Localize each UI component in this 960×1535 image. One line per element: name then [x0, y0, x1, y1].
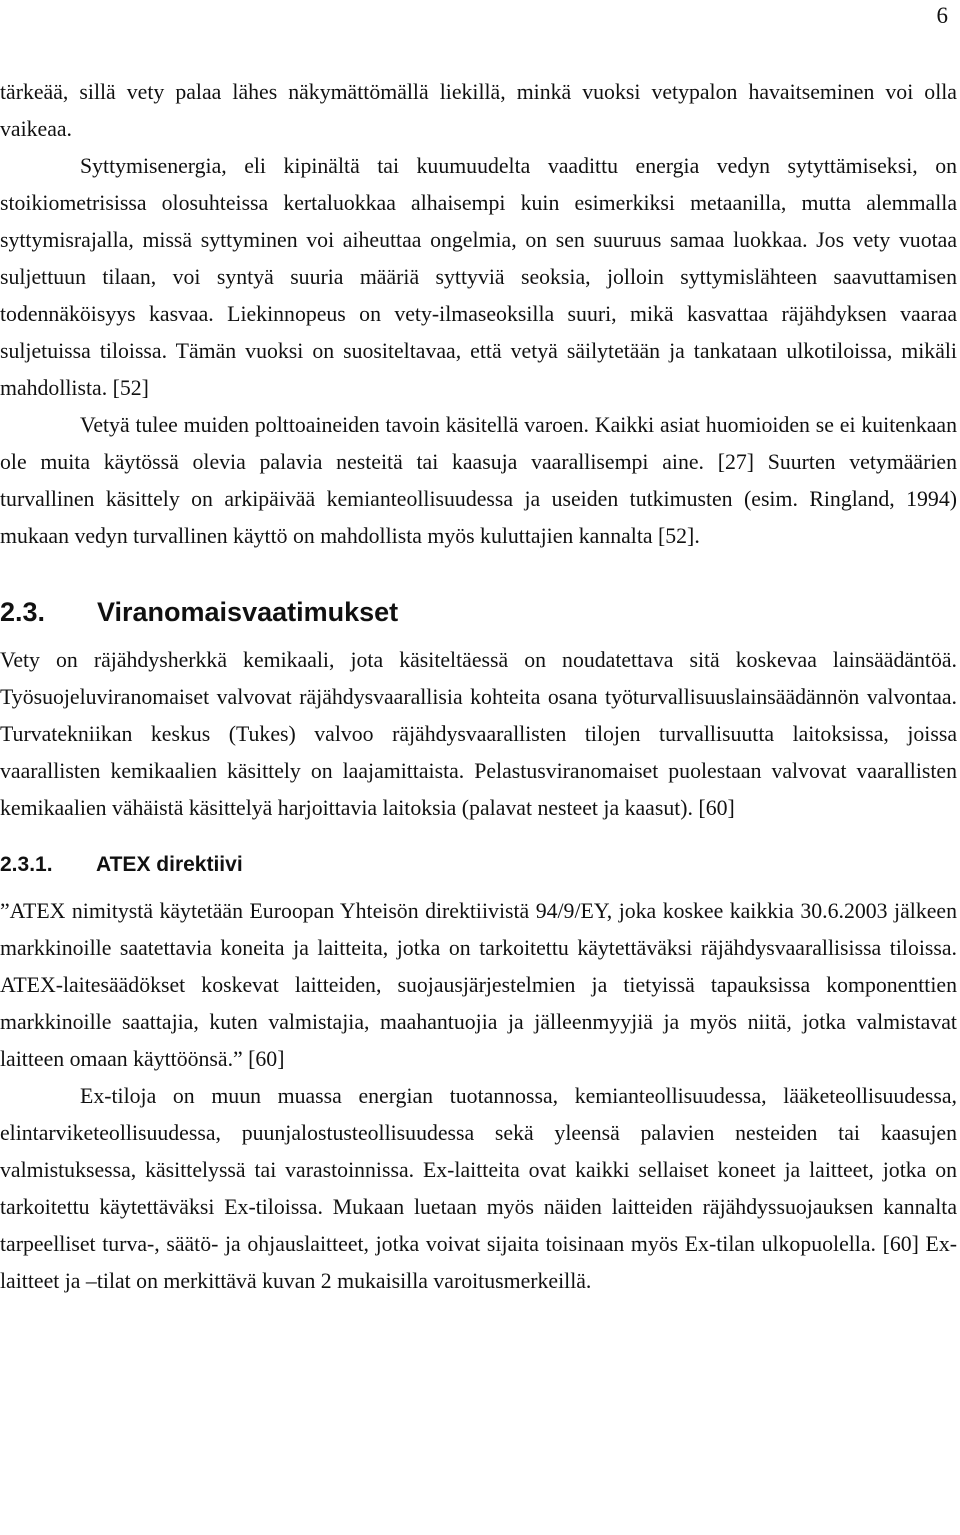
- subsection-number: 2.3.1.: [0, 853, 53, 876]
- paragraph-ignition-energy: Syttymisenergia, eli kipinältä tai kuumuudelta vaadittu energia vedyn sytyttämiseksi, on stoikiometrisissa olosuhteissa kertaluokkaa alhaisempi kuin esimerkiksi metaanilla, mutta alemmalla syttymisrajalla, missä syttyminen voi aiheuttaa ongelmia, on sen suuruus samaa luokkaa. Jos vety vuotaa suljettuun tilaan, voi syntyä suuria määriä syttyviä seoksia, jolloin syttymislähteen saavuttamisen todennäköisyys kasvaa. Liekinnopeus on vety-ilmaseoksilla suuri, mikä kasvattaa räjähdyksen vaaraa suljetuissa tiloissa. Tämän vuoksi on suositeltavaa, että vetyä säilytetään ja tankataan ulkotiloissa, mikäli mahdollista. [52]: [0, 154, 957, 400]
- document-body: [0, 74, 957, 1300]
- section-title: Viranomaisvaatimukset: [97, 597, 399, 627]
- paragraph-authorities: Vety on räjähdysherkkä kemikaali, jota käsiteltäessä on noudatettava sitä koskevaa lainsäädäntöä. Työsuojeluviranomaiset valvovat räjähdysvaarallisia kohteita osana työturvallisuuslainsäädännön valvontaa. Turvatekniikan keskus (Tukes) valvoo räjähdysvaarallisten tilojen turvallisuutta laitoksissa, joissa vaarallisten kemikaalien käsittely on laajamittaista. Pelastusviranomaiset puolestaan valvovat vaarallisten kemikaalien vähäistä käsittelyä harjoittavia laitoksia (palavat nesteet ja kaasut). [60]: [0, 648, 957, 820]
- section-number: 2.3.: [0, 597, 46, 627]
- paragraph-safe-handling: Vetyä tulee muiden polttoaineiden tavoin käsitellä varoen. Kaikki asiat huomioiden se ei kuitenkaan ole muita käytössä olevia palavia nesteitä tai kaasuja vaarallisempi aine. [27] Suurten vetymäärien turvallinen käsittely on arkipäivää kemianteollisuudessa ja useiden tutkimusten (esim. Ringland, 1994) mukaan vedyn turvallinen käyttö on mahdollista myös kuluttajien kannalta [52].: [0, 413, 957, 548]
- section-heading-2-3: [0, 596, 957, 628]
- section-heading-2-3-1: [0, 851, 957, 879]
- subsection-title: ATEX direktiivi: [96, 853, 243, 876]
- page-number: 6: [936, 3, 948, 28]
- paragraph-intro-continued: tärkeää, sillä vety palaa lähes näkymättömällä liekillä, minkä vuoksi vetypalon havaitseminen voi olla vaikeaa.: [0, 80, 957, 141]
- paragraph-ex-spaces: Ex-tiloja on muun muassa energian tuotannossa, kemianteollisuudessa, lääketeollisuudessa, elintarviketeollisuudessa, puunjalostusteollisuudessa sekä yleensä palavien nesteiden tai kaasujen valmistuksessa, käsittelyssä tai varastoinnissa. Ex-laitteita ovat kaikki sellaiset koneet ja laitteet, jotka on tarkoitettu käytettäväksi Ex-tiloissa. Mukaan luetaan myös näiden laitteiden räjähdyssuojauksen kannalta tarpeelliset turva-, säätö- ja ohjauslaitteet, jotka voivat sijaita toisinaan myös Ex-tilan ulkopuolella. [60] Ex-laitteet ja –tilat on merkittävä kuvan 2 mukaisilla varoitusmerkeillä.: [0, 1084, 957, 1293]
- paragraph-atex-quote: ”ATEX nimitystä käytetään Euroopan Yhteisön direktiivistä 94/9/EY, joka koskee kaikkia 30.6.2003 jälkeen markkinoille saatettavia koneita ja laitteita, jotka on tarkoitettu käytettäväksi räjähdysvaarallisissa tiloissa. ATEX-laitesäädökset koskevat laitteiden, suojausjärjestelmien ja tietyissä tapauksissa komponenttien markkinoille saattajia, kuten valmistajia, maahantuojia ja jälleenmyyjiä ja myös niitä, jotka valmistavat laitteen omaan käyttöönsä.” [60]: [0, 899, 957, 1071]
